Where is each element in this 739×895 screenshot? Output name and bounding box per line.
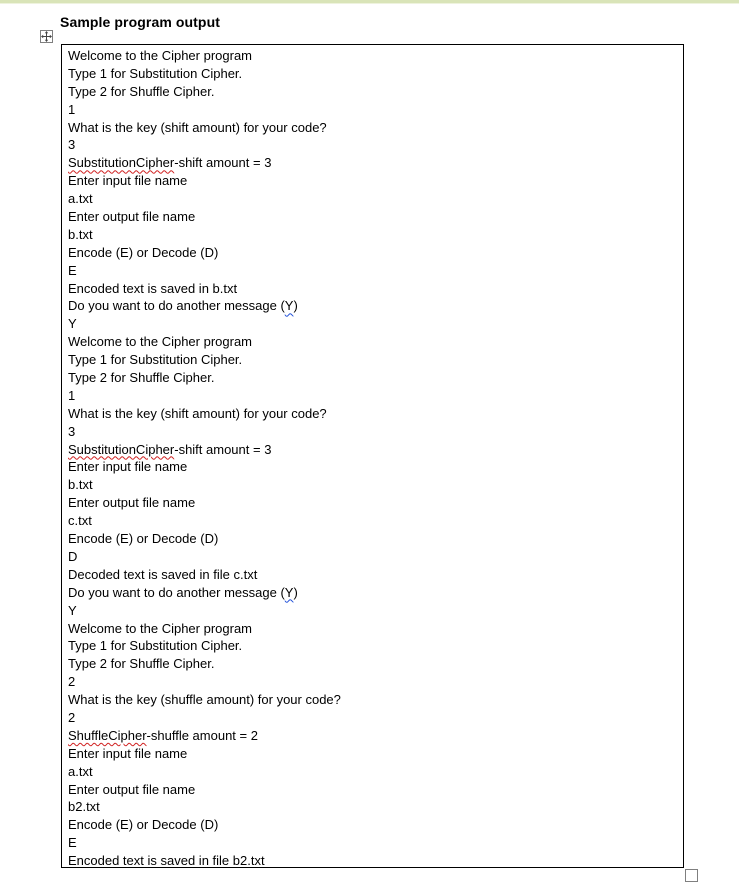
output-line: What is the key (shift amount) for your code? — [68, 405, 327, 421]
output-line: Enter input file name — [68, 173, 188, 189]
output-line: Decoded text is saved in file c.txt — [68, 566, 258, 582]
output-line: Y — [68, 316, 77, 332]
output-line: D — [68, 548, 78, 564]
program-output-table[interactable] — [61, 44, 684, 868]
output-line: Welcome to the Cipher program — [68, 620, 253, 636]
output-lines — [68, 47, 341, 870]
output-line: Encode (E) or Decode (D) — [68, 817, 219, 833]
output-line: b.txt — [68, 226, 93, 242]
output-line: Type 1 for Substitution Cipher. — [68, 352, 243, 368]
output-line: Encode (E) or Decode (D) — [68, 531, 219, 547]
output-line: 3 — [68, 423, 76, 439]
output-line: Encoded text is saved in file b2.txt — [68, 853, 265, 869]
spelling-flag: SubstitutionCipher — [68, 441, 175, 457]
line-text: Do you want to do another message ( — [68, 584, 285, 600]
move-arrows-icon — [41, 31, 52, 42]
spelling-flag: SubstitutionCipher — [68, 155, 175, 171]
line-text: -shift amount = 3 — [174, 155, 272, 171]
output-line: What is the key (shuffle amount) for your code? — [68, 692, 341, 708]
output-line: a.txt — [68, 763, 93, 779]
output-line: Type 2 for Shuffle Cipher. — [68, 656, 215, 672]
output-line: c.txt — [68, 513, 92, 529]
output-line: a.txt — [68, 191, 93, 207]
output-line — [68, 154, 341, 172]
output-line: Encode (E) or Decode (D) — [68, 244, 219, 260]
output-line: Encoded text is saved in b.txt — [68, 280, 238, 296]
line-text: ) — [293, 298, 298, 314]
output-line: Enter input file name — [68, 459, 188, 475]
output-line — [68, 584, 341, 602]
table-resize-icon[interactable] — [685, 869, 698, 882]
output-line: Welcome to the Cipher program — [68, 334, 253, 350]
output-line — [68, 297, 341, 315]
line-text: Do you want to do another message ( — [68, 298, 285, 314]
ruler-top-edge-shadow — [0, 3, 739, 4]
line-text: -shift amount = 3 — [174, 441, 272, 457]
output-line: Enter output file name — [68, 209, 196, 225]
output-line: b.txt — [68, 477, 93, 493]
grammar-flag: Y — [284, 298, 294, 314]
output-line: Type 1 for Substitution Cipher. — [68, 65, 243, 81]
output-line: 2 — [68, 674, 76, 690]
output-line: Welcome to the Cipher program — [68, 48, 253, 63]
output-line: Y — [68, 602, 77, 618]
output-line — [68, 727, 341, 745]
output-line: Type 1 for Substitution Cipher. — [68, 638, 243, 654]
output-line: Enter output file name — [68, 495, 196, 511]
output-line: What is the key (shift amount) for your code? — [68, 119, 327, 135]
output-line: Type 2 for Shuffle Cipher. — [68, 370, 215, 386]
output-line — [68, 441, 341, 459]
output-line: Enter input file name — [68, 745, 188, 761]
output-line: E — [68, 835, 77, 851]
grammar-flag: Y — [284, 584, 294, 600]
output-line: 1 — [68, 387, 76, 403]
output-line: Type 2 for Shuffle Cipher. — [68, 83, 215, 99]
output-line: 2 — [68, 709, 76, 725]
output-line: Enter output file name — [68, 781, 196, 797]
output-line: b2.txt — [68, 799, 100, 815]
table-move-icon[interactable] — [40, 30, 53, 43]
output-line: E — [68, 262, 77, 278]
output-line: 1 — [68, 101, 76, 117]
spelling-flag: ShuffleCipher — [68, 727, 147, 743]
line-text: ) — [293, 584, 298, 600]
section-heading: Sample program output — [60, 14, 220, 30]
line-text: -shuffle amount = 2 — [146, 727, 258, 743]
output-line: 3 — [68, 137, 76, 153]
